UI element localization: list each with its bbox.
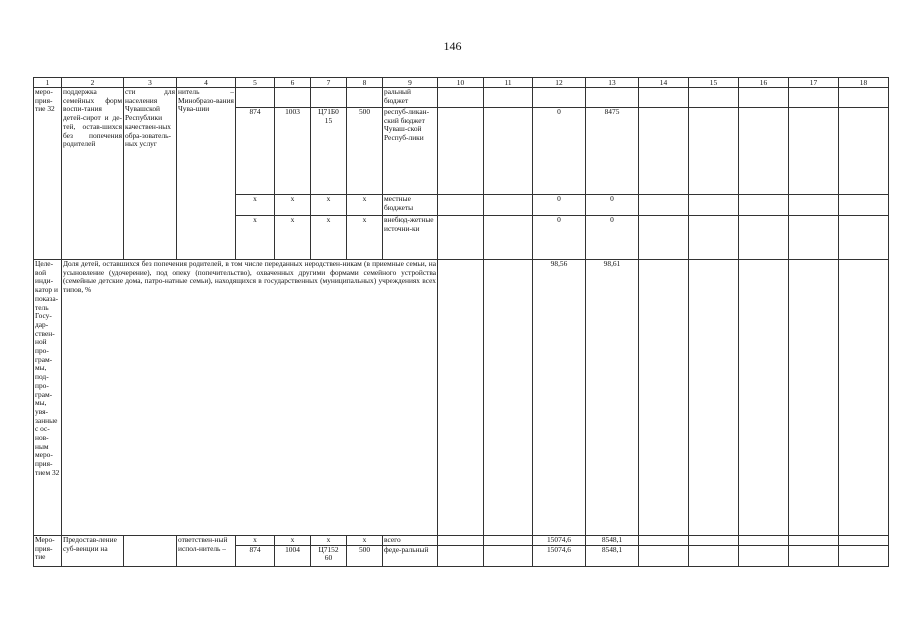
value-cell: 0 bbox=[586, 195, 639, 216]
col-number: 15 bbox=[689, 78, 739, 88]
section-cell: x bbox=[275, 216, 311, 260]
grbs-cell: x bbox=[236, 195, 275, 216]
source-cell: внебюд-жетные источни-ки bbox=[383, 216, 438, 260]
col-number: 14 bbox=[639, 78, 689, 88]
col-number: 1 bbox=[34, 78, 62, 88]
indicator-label-cell: Целе-вой инди-катор и показа-тель Госу-дар-ствен-ной про-грам-мы, под-про-грам-мы, увя-занные с ос-нов-ным меро-прия-тием 32 bbox=[34, 260, 62, 536]
target-article-cell: x bbox=[311, 216, 347, 260]
page-number: 146 bbox=[443, 39, 462, 53]
value-cell: 8548,1 bbox=[586, 536, 639, 546]
col-number: 16 bbox=[739, 78, 789, 88]
section-cell: 1003 bbox=[275, 108, 311, 195]
source-cell: всего bbox=[383, 536, 438, 546]
table-row bbox=[34, 88, 889, 108]
col-number: 8 bbox=[347, 78, 383, 88]
col-number: 3 bbox=[124, 78, 177, 88]
expense-type-cell: x bbox=[347, 195, 383, 216]
indicator-value-cell: 98,61 bbox=[586, 260, 639, 536]
grbs-cell: x bbox=[236, 536, 275, 546]
indicator-row bbox=[34, 260, 889, 536]
target-article-cell: Ц71Б0 15 bbox=[311, 108, 347, 195]
source-cell: респуб-ликан-ский бюджет Чуваш-ской Респуб-лики bbox=[383, 108, 438, 195]
section-cell: x bbox=[275, 536, 311, 546]
event-name-cell: Предостав-ление суб-венции на bbox=[62, 536, 124, 567]
col-number: 2 bbox=[62, 78, 124, 88]
source-cell: местные бюджеты bbox=[383, 195, 438, 216]
event-label-cell: Меро- прия- тие bbox=[34, 536, 62, 567]
target-article-cell: x bbox=[311, 195, 347, 216]
value-cell: 15074,6 bbox=[533, 545, 586, 566]
program-table bbox=[33, 77, 889, 567]
expense-type-cell: 500 bbox=[347, 108, 383, 195]
col-number: 5 bbox=[236, 78, 275, 88]
col-number: 11 bbox=[484, 78, 533, 88]
value-cell: 8548,1 bbox=[586, 545, 639, 566]
value-cell: 15074,6 bbox=[533, 536, 586, 546]
executor-cell: ответствен-ный испол-нитель – bbox=[177, 536, 236, 567]
grbs-cell: 874 bbox=[236, 108, 275, 195]
indicator-value-cell: 98,56 bbox=[533, 260, 586, 536]
event-label-cell: меро- прия- тие 32 bbox=[34, 88, 62, 260]
expense-type-cell: x bbox=[347, 536, 383, 546]
grbs-cell: x bbox=[236, 216, 275, 260]
value-cell: 0 bbox=[533, 108, 586, 195]
column-number-row bbox=[34, 78, 889, 88]
col-number: 18 bbox=[839, 78, 889, 88]
value-cell: 0 bbox=[533, 216, 586, 260]
section-cell: 1004 bbox=[275, 545, 311, 566]
expense-type-cell: x bbox=[347, 216, 383, 260]
col-number: 13 bbox=[586, 78, 639, 88]
section-cell: x bbox=[275, 195, 311, 216]
executor-cell: нитель – Минобразо-вания Чува-шии bbox=[177, 88, 236, 260]
col-number: 9 bbox=[383, 78, 438, 88]
expense-type-cell: 500 bbox=[347, 545, 383, 566]
grbs-cell: 874 bbox=[236, 545, 275, 566]
col-number: 4 bbox=[177, 78, 236, 88]
col-number: 17 bbox=[789, 78, 839, 88]
value-cell: 8475 bbox=[586, 108, 639, 195]
table-row bbox=[34, 536, 889, 546]
target-article-cell: Ц7152 60 bbox=[311, 545, 347, 566]
col-number: 7 bbox=[311, 78, 347, 88]
target-article-cell: x bbox=[311, 536, 347, 546]
event-name-cell: поддержка семейных форм воспи-тания детей-сирот и де-тей, остав-шихся без попечения родителей bbox=[62, 88, 124, 260]
indicator-text-cell: Доля детей, оставшихся без попечения родителей, в том числе переданных неродствен-никам (в приемные семьи, на усыновление (удочерение), под опеку (попечительство), охваченных другими формами семейного устройства (семейные детские дома, патро-натные семьи), находящихся в государственных (муниципальных) учреждениях всех типов, % bbox=[62, 260, 438, 536]
value-cell: 0 bbox=[533, 195, 586, 216]
col-number: 12 bbox=[533, 78, 586, 88]
value-cell: 0 bbox=[586, 216, 639, 260]
source-cell: феде-ральный bbox=[383, 545, 438, 566]
col-number: 6 bbox=[275, 78, 311, 88]
source-cell: ральный бюджет bbox=[383, 88, 438, 108]
col-number: 10 bbox=[438, 78, 484, 88]
event-goal-cell: сти для населения Чувашской Республики качествен-ных обра-зователь-ных услуг bbox=[124, 88, 177, 260]
